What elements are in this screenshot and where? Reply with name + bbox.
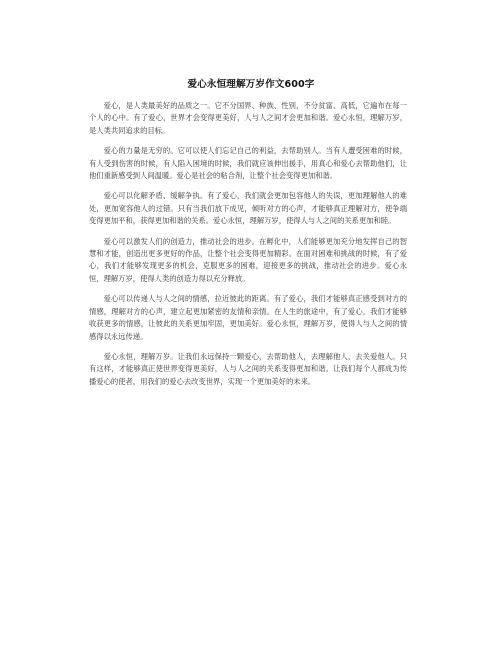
document-body: [89, 100, 407, 396]
paragraph: 爱心永恒，理解万岁。让我们永远保持一颗爱心，去帮助他人，去理解他人，去关爱他人。只有这样，才能够真正使世界变得更美好，人与人之间的关系变得更加和谐。让我们每个人都成为传播爱心的使者，用我们的爱心去改变世界，实现一个更加美好的未来。: [89, 351, 407, 386]
paragraph: 爱心可以化解矛盾、缓解争执。有了爱心，我们就会更加包容他人的失误，更加理解他人的难处，更加宽容他人的过错。只有当我们放下成见，倾听对方的心声，才能够真正理解对方，使争端变得更加平和，获得更加和谐的关系。爱心永恒，理解万岁，使得人与人之间的关系更加和睦。: [89, 191, 407, 226]
document-title: 爱心永恒理解万岁作文600字: [187, 79, 315, 90]
paragraph: 爱心可以激发人们的创造力，推动社会的进步。在孵化中，人们能够更加充分地发挥自己的智慧和才能，创造出更多更好的作品，让整个社会变得更加精彩。在面对困难和挑战的时候，有了爱心，我们才能够发现更多的机会，克服更多的困难，迎接更多的挑战，推动社会的进步。爱心永恒，理解万岁，使得人类的创造力得以充分释放。: [89, 236, 407, 283]
paragraph: 爱心，是人类最美好的品质之一。它不分国界、种族、性别，不分贫富、高低，它遍布在每一个人的心中。有了爱心，世界才会变得更美好，人与人之间才会更加和谐。爱心永恒，理解万岁，是人类共同追求的目标。: [89, 101, 407, 135]
paragraph: 爱心可以传递人与人之间的情感，拉近彼此的距离。有了爱心，我们才能够真正感受到对方的情感，理解对方的心声，建立起更加紧密的友情和亲情。在人生的旅途中，有了爱心，我们才能够收获更多的情感，让彼此的关系更加牢固，更加美好。爱心永恒，理解万岁，使得人与人之间的情感得以永远传递。: [89, 294, 407, 341]
paragraph: 爱心的力量是无穷的。它可以使人们忘记自己的利益，去帮助别人。当有人遭受困难的时候，有人受到伤害的时候，有人陷入困境的时候，我们就应该伸出援手，用真心和爱心去帮助他们，让他们重新感受到人间温暖。爱心是社会的粘合剂，让整个社会变得更加和谐。: [89, 146, 407, 181]
